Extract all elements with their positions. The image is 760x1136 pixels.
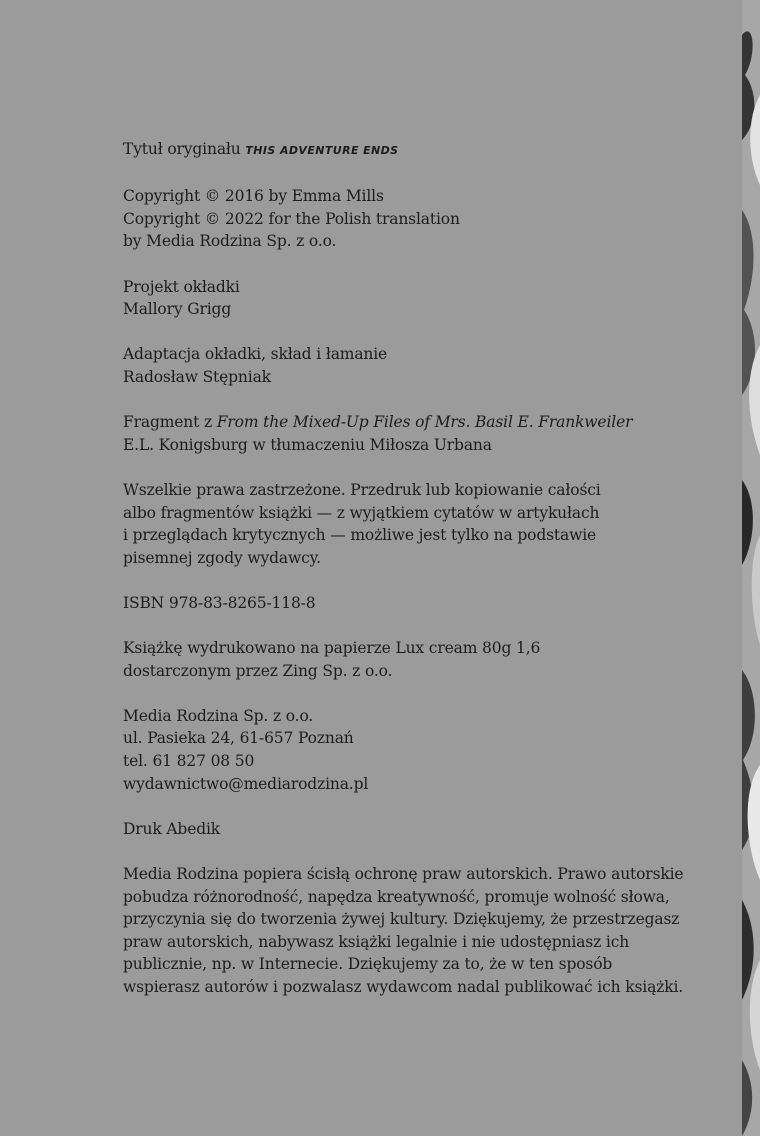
- copyright-line: by Media Rodzina Sp. z o.o.: [123, 232, 337, 251]
- copyright-notice-line: praw autorskich, nabywasz książki legalnie i nie udostępniasz ich: [123, 932, 630, 951]
- copyright-notice-block: [123, 863, 684, 999]
- rights-line: pisemnej zgody wydawcy.: [123, 548, 321, 567]
- cover-designer: Mallory Grigg: [123, 300, 232, 319]
- layout-credits-block: [123, 343, 628, 388]
- copyright-line: Copyright © 2022 for the Polish translation: [123, 209, 460, 228]
- original-title-line: [123, 138, 628, 163]
- fragment-credit-line: [123, 411, 633, 434]
- publisher-address-block: [123, 705, 628, 795]
- copyright-notice-line: wspierasz autorów i pozwalasz wydawcom nadal publikować ich książki.: [123, 977, 684, 996]
- fragment-credit-block: [123, 411, 633, 456]
- layout-credits-name: Radosław Stępniak: [123, 367, 271, 386]
- publisher-email: wydawnictwo@mediarodzina.pl: [123, 774, 369, 793]
- original-title-block: [123, 138, 628, 163]
- layout-credits-label: Adaptacja okładki, skład i łamanie: [123, 345, 388, 364]
- copyright-block: [123, 185, 628, 253]
- colophon-text: [123, 138, 684, 1021]
- original-title-label: Tytuł oryginału: [123, 140, 241, 158]
- fragment-work-title: From the Mixed-Up Files of Mrs. Basil E. Frankweiler: [216, 413, 633, 432]
- isbn-block: [123, 592, 628, 615]
- fragment-prefix: Fragment z: [123, 413, 217, 432]
- printer-block: [123, 818, 628, 841]
- cover-design-label: Projekt okładki: [123, 277, 240, 296]
- fragment-translation-credit: E.L. Konigsburg w tłumaczeniu Miłosza Urbana: [123, 435, 492, 454]
- original-title-value: THIS ADVENTURE ENDS: [245, 144, 399, 157]
- cover-design-block: [123, 276, 628, 321]
- copyright-notice-line: pobudza różnorodność, napędza kreatywność, promuje wolność słowa,: [123, 887, 670, 906]
- publisher-street: ul. Pasieka 24, 61-657 Poznań: [123, 729, 354, 748]
- copyright-line: Copyright © 2016 by Emma Mills: [123, 187, 384, 206]
- rights-line: Wszelkie prawa zastrzeżone. Przedruk lub kopiowanie całości: [123, 480, 601, 499]
- cover-edge-foliage-image: [742, 0, 760, 1136]
- rights-line: albo fragmentów książki — z wyjątkiem cytatów w artykułach: [123, 503, 600, 522]
- rights-line: i przeglądach krytycznych — możliwe jest tylko na podstawie: [123, 526, 597, 545]
- paper-info-line: Książkę wydrukowano na papierze Lux cream 80g 1,6: [123, 639, 541, 658]
- publisher-name: Media Rodzina Sp. z o.o.: [123, 706, 314, 725]
- copyright-notice-line: przyczynia się do tworzenia żywej kultury. Dziękujemy, że przestrzegasz: [123, 910, 680, 929]
- paper-info-line: dostarczonym przez Zing Sp. z o.o.: [123, 661, 393, 680]
- isbn: ISBN 978-83-8265-118-8: [123, 593, 316, 612]
- publisher-phone: tel. 61 827 08 50: [123, 752, 255, 771]
- rights-reserved-block: [123, 479, 628, 569]
- printer-name: Druk Abedik: [123, 819, 221, 838]
- copyright-notice-line: publicznie, np. w Internecie. Dziękujemy za to, że w ten sposób: [123, 955, 613, 974]
- copyright-notice-line: Media Rodzina popiera ścisłą ochronę praw autorskich. Prawo autorskie: [123, 865, 684, 883]
- paper-info-block: [123, 637, 628, 682]
